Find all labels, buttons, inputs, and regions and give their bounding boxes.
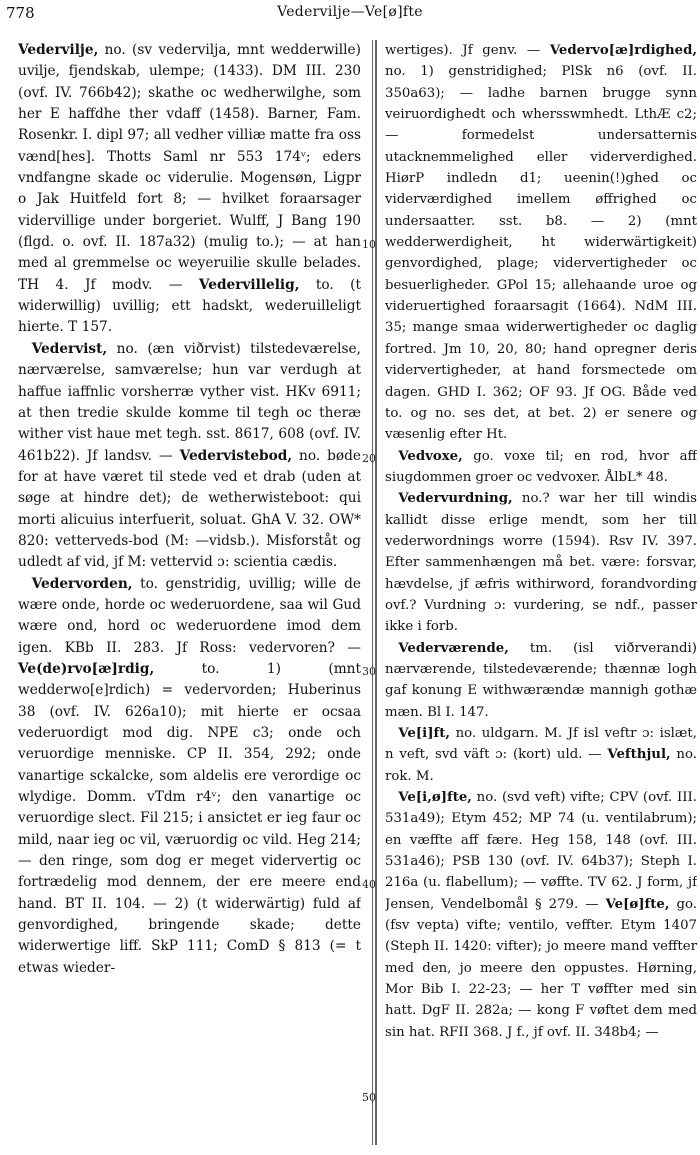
headword: Ve[ø]fte, [605, 896, 670, 912]
headword: Vedervillelig, [198, 276, 300, 293]
headword: Vedervorden, [31, 575, 133, 592]
entry-vedvoxe [385, 446, 697, 489]
entry-text: go. voxe til; en rod, hvor aff siugdommen groer oc vedvoxer. ÅlbL* 48. [385, 448, 697, 485]
headword: Ve(de)rvo[æ]rdig, [18, 660, 155, 677]
entry-text: tm. (isl viðrverandi) nærværende, tilstedeværende; thænnæ logh gaf konung E withwærændæ mannigh gothæ mæn. Bl I. 147. [385, 640, 697, 720]
entry-vedervorden [18, 574, 361, 980]
entry-text: no. 1) genstridighed; PlSk n6 (ovf. II. 350a63); — ladhe barnen brugge synn veiruordighedt och whersswmhedt. LthÆ c2; — formedelst undersatternis utacknemmelighed eller viderverdighed. HiørP indledn d1; ueenin(!)ghed oc viderværdighed imellem øffrighed oc undersaatter. sst. b8. — 2) (mnt wedderwerdigheit, ht widerwärtigkeit) genvordighed, plage; vidervertigheder oc besuerligheder. GPol 15; allehaande uroe og videruertighed foraarsagit (1664). NdM III. 35; mange smaa widerwertigheder oc daglig fortred. Jm 10, 20, 80; hand opregner deris vidervertigheder, at hand forsmectede om dagen. GHD I. 362; OF 93. Jf OG. Både ved to. og no. ses det, at bet. 2) er senere og væsenlig efter Ht. [385, 64, 697, 443]
entry-text: no. rok. M. [385, 747, 697, 784]
line-number: 20 [362, 452, 376, 465]
entry-text: to. 1) (mnt wedderwo[e]rdich) = vedervorden; Huberinus 38 (ovf. IV. 626a10); mit hierte er ocsaa vederuordigt mod dig. NPE c3; onde och veruordige menniske. CP II. 354, 292; onde vanartige sckalcke, som aldelis ere verordige oc wlydige. Domm. vTdm r4ᵛ; den vanartige oc veruordige slect. Fil 215; i ansictet er ieg faur oc mild, naar ieg oc vil, væruordig oc vild. Heg 214; — den ringe, som dog er meget vidervertig oc fortrædelig mod dennem, der ere meere end hand. BT II. 104. — 2) (t widerwärtig) fuld af genvordighed, bringende skade; dette widerwertige liff. SkP 111; ComD § 813 (= t etwas wieder- [18, 660, 361, 976]
entry-text: no. (svd veft) vifte; CPV (ovf. III. 531a49); Etym 452; MP 74 (u. ventilabrum); en væffte aff fære. Heg 158, 148 (ovf. III. 531a46); PSB 130 (ovf. IV. 64b37); Steph I. 216a (u. flabellum); — vøffte. TV 62. J form, jf Jensen, Vendelbomål § 279. — [385, 790, 697, 912]
headword: Vedervurdning, [398, 491, 513, 507]
entry-text: wertiges). Jf genv. — [385, 43, 550, 58]
entry-text: to. genstridig, uvillig; wille de wære onde, horde oc wederuordene, saa wil Gud wære ond, hord oc wederuordene imod dem igen. KBb II. 283. Jf Ross: vedervoren? — [18, 575, 361, 656]
headword: Vedervist, [31, 340, 108, 357]
headword: Vederværende, [398, 640, 509, 656]
entry-text: to. (t widerwillig) uvillig; ett hadskt, wederuilleligt hierte. T 157. [18, 276, 361, 336]
line-number: 10 [362, 238, 376, 251]
entry-vedervurdning [385, 488, 697, 637]
entry-text: no. uldgarn. M. Jf isl veftr ɔ: islæt, n veft, svd väft ɔ: (kort) uld. — [385, 726, 697, 763]
headword: Vedervistebod, [179, 447, 293, 464]
entry-veift [385, 723, 697, 787]
running-head: Vedervilje—Ve[ø]fte [277, 4, 423, 20]
headword: Vedervilje, [18, 42, 99, 58]
headword: Vedvoxe, [398, 448, 463, 464]
headword: Vedervo[æ]rdighed, [549, 43, 697, 58]
column-divider [372, 40, 374, 1145]
right-column [385, 40, 697, 1150]
entry-vedervist [18, 339, 361, 574]
entry-text: no.? war her till windis kallidt disse erlige mendt, som her till vederwordnings worre (1594). Rsv IV. 397. Efter sammenhængen må bet. være: forsvar, hævdelse, jf æfris withirword, forandvording ovf.? Vurdning ɔ: vurdering, se ndf., passer ikke i forb. [385, 491, 697, 635]
entry-vefte [385, 787, 697, 1043]
page-number: 778 [6, 4, 35, 22]
line-number: 50 [362, 1091, 376, 1104]
headword: Ve[i,ø]fte, [398, 790, 472, 806]
entry-vedervordighed [385, 40, 697, 446]
left-column [18, 40, 361, 1150]
headword: Ve[i]ft, [398, 726, 450, 741]
entry-vedervilje [18, 40, 361, 339]
entry-text: no. (sv vedervilja, mnt wedderwille) uvilje, fjendskab, ulempe; (1433). DM III. 230 (ovf. IV. 766b42); skathe oc wedherwilghe, som her E haffdhe ther vdaff (1458). Barner, Fam. Rosenkr. I. dipl 97; all vedher villiæ matte fra oss vænd[hes]. Thotts Saml nr 553 174ᵛ; eders vndfangne skade oc viderulie. Mogensøn, Ligpr o Jak Huitfeld fort 8; — hvilket foraarsager vidervillige under borgeriet. Wulff, J Bang 190 (flgd. o. ovf. II. 187a32) (mulig to.); — at han med al gremmelse oc weyeruilie skulle belades. TH 4. Jf modv. — [18, 42, 361, 293]
headword: Vefthjul, [607, 747, 671, 763]
page-header [0, 0, 700, 30]
line-number: 40 [362, 878, 376, 891]
entry-text: no. bøde for at have været til stede ved et drab (uden at søge at hindre det); de wetherwisteboot: qui morti alicuius interfuerit, soluat. GhA V. 32. OW* 820: vetterveds-bod (M: —vidsb.). Misforståt og udledt af vid, jf M: vettervid ɔ: scientia cædis. [18, 447, 361, 571]
entry-text: go. (fsv vepta) vifte; ventilo, veffter. Etym 1407 (Steph II. 1420: vifter); jo meere mand veffter med den, jo meere den oppustes. Hørning, Mor Bib I. 22-23; — her T vøffter med sin hatt. DgF II. 282a; — kong F vøftet dem med sin hat. RFII 368. J f., jf ovf. II. 348b4; — [385, 896, 697, 1040]
entry-vedervaerende [385, 638, 697, 723]
entry-text: no. (æn viðrvist) tilstedeværelse, nærværelse, samværelse; hun var verdugh at haffue iaffnlic vorsherræ vyther vist. HKv 6911; at then tredie skulde komme til tegh oc theræ wither vist haue met tegh. sst. 8617, 608 (ovf. IV. 461b22). Jf landsv. — [18, 340, 361, 464]
line-number: 30 [362, 665, 376, 678]
